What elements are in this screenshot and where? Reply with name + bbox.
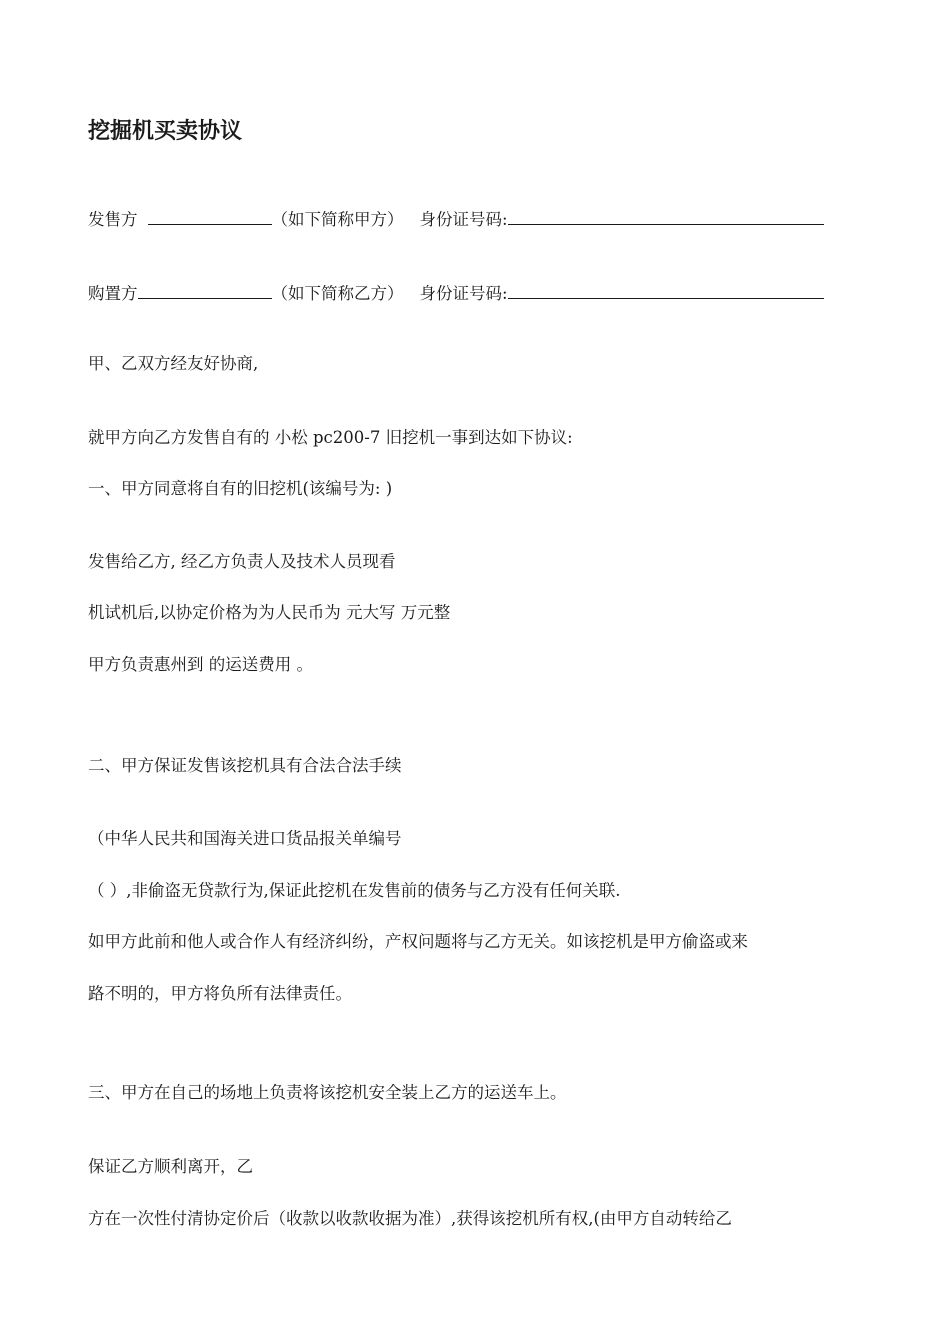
seller-suffix: （如下简称甲方） <box>271 210 404 229</box>
paragraph: 甲方负责惠州到 的运送费用 。 <box>88 655 313 674</box>
paragraph: （中华人民共和国海关进口货品报关单编号 <box>88 829 402 848</box>
paragraph: 如甲方此前和他人或合作人有经济纠纷，产权问题将与乙方无关。如该挖机是甲方偷盗或来 <box>88 932 748 951</box>
buyer-label: 购置方 <box>88 284 138 303</box>
paragraph: 方在一次性付清协定价后（收款以收款收据为准）,获得该挖机所有权,(由甲方自动转给乙 <box>88 1209 732 1228</box>
buyer-id-blank <box>508 280 824 299</box>
paragraph: 保证乙方顺利离开，乙 <box>88 1157 253 1176</box>
paragraph: 路不明的，甲方将负所有法律责任。 <box>88 984 352 1003</box>
document-title: 挖掘机买卖协议 <box>88 119 243 144</box>
buyer-name-blank <box>138 280 272 299</box>
paragraph: 就甲方向乙方发售自有的 小松 pc200-7 旧挖机一事到达如下协议: <box>88 428 573 447</box>
paragraph: 甲、乙双方经友好协商, <box>88 354 259 373</box>
seller-name-blank <box>148 206 272 225</box>
clause-3-heading: 三、甲方在自己的场地上负责将该挖机安全装上乙方的运送车上。 <box>88 1083 567 1102</box>
paragraph: 机试机后,以协定价格为为人民币为 元大写 万元整 <box>88 603 451 622</box>
buyer-id-label: 身份证号码: <box>419 284 508 303</box>
seller-id-blank <box>508 206 824 225</box>
buyer-line <box>88 280 824 305</box>
clause-2-heading: 二、甲方保证发售该挖机具有合法合法手续 <box>88 756 402 775</box>
seller-line <box>88 206 824 231</box>
paragraph: （ ）,非偷盗无贷款行为,保证此挖机在发售前的债务与乙方没有任何关联. <box>88 881 621 900</box>
seller-label: 发售方 <box>88 210 138 229</box>
paragraph: 发售给乙方, 经乙方负责人及技术人员现看 <box>88 552 396 571</box>
seller-id-label: 身份证号码: <box>419 210 508 229</box>
buyer-suffix: （如下简称乙方） <box>271 284 404 303</box>
clause-1-heading: 一、甲方同意将自有的旧挖机(该编号为: ) <box>88 479 393 498</box>
